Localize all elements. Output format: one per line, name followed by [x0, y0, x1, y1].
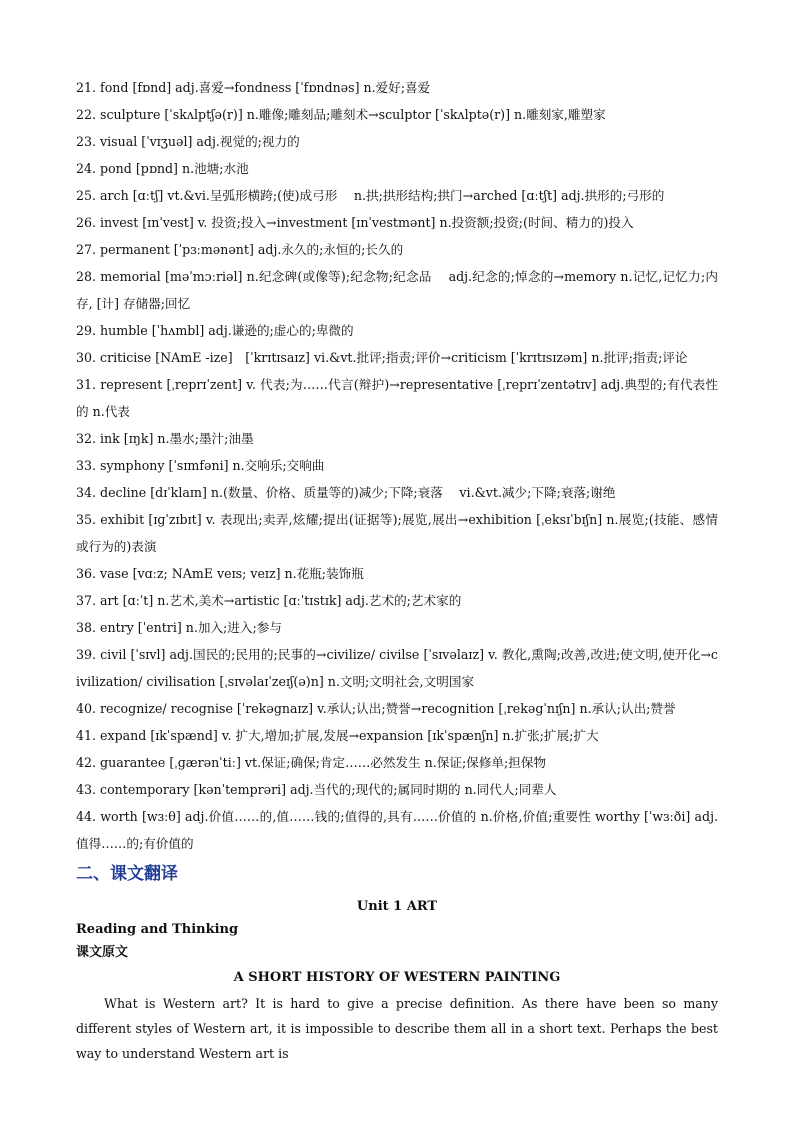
vocab-item-32: 32. ink [ɪŋk] n.墨水;墨汁;油墨 [76, 431, 254, 446]
vocab-item-37: 37. art [ɑːˈt] n.艺术,美术→artistic [ɑːˈtɪstɪk] adj.艺术的;艺术家的 [76, 593, 462, 608]
document-page [76, 74, 718, 1079]
vocab-item-30: 30. criticise [NAmE -ize] [ˈkrɪtɪsaɪz] vi.&vt.批评;指责;评价→criticism [ˈkrɪtɪsɪzəm] n.批评;指责;评论 [76, 350, 688, 365]
reading-heading: Reading and Thinking [76, 922, 239, 937]
vocab-item-23: 23. visual [ˈvɪʒuəl] adj.视觉的;视力的 [76, 134, 300, 149]
vocab-item-44: 44. worth [wɜːθ] adj.价值……的,值……钱的;值得的,具有……价值的 n.价格,价值;重要性 worthy [ˈwɜːði] adj.值得……的;有价值的 [76, 809, 718, 851]
vocab-item-28: 28. memorial [məˈmɔːriəl] n.纪念碑(或像等);纪念物;纪念品 adj.纪念的;悼念的→memory n.记忆,记忆力;内存, [计] 存储器;回忆 [76, 269, 718, 311]
vocab-item-38: 38. entry [ˈentri] n.加入;进入;参与 [76, 620, 282, 635]
vocab-item-22: 22. sculpture [ˈskʌlptʃə(r)] n.雕像;雕刻品;雕刻术→sculptor [ˈskʌlptə(r)] n.雕刻家,雕塑家 [76, 107, 606, 122]
vocab-item-25: 25. arch [ɑːtʃ] vt.&vi.呈弧形横跨;(使)成弓形 n.拱;拱形结构;拱门→arched [ɑːtʃt] adj.拱形的;弓形的 [76, 188, 665, 203]
vocab-item-42: 42. guarantee [ˌɡærənˈtiː] vt.保证;确保;肯定……必然发生 n.保证;保修单;担保物 [76, 755, 547, 770]
original-text-heading: 课文原文 [76, 945, 129, 960]
vocab-item-21: 21. fond [fɒnd] adj.喜爱→fondness [ˈfɒndnəs] n.爱好;喜爱 [76, 80, 431, 95]
vocab-item-27: 27. permanent [ˈpɜːmənənt] adj.永久的;永恒的;长久的 [76, 242, 404, 257]
article-paragraph: What is Western art? It is hard to give a precise definition. As there have been so many different styles of Western art, it is impossible to describe them all in a short text. Perhaps the best way to understand Western art is [76, 996, 718, 1061]
vocab-item-26: 26. invest [ɪnˈvest] v. 投资;投入→investment [ɪnˈvestmənt] n.投资额;投资;(时间、精力的)投入 [76, 215, 634, 230]
vocab-item-24: 24. pond [pɒnd] n.池塘;水池 [76, 161, 249, 176]
vocab-item-43: 43. contemporary [kənˈtemprəri] adj.当代的;现代的;属同时期的 n.同代人;同辈人 [76, 782, 557, 797]
vocab-item-34: 34. decline [dɪˈklaɪn] n.(数量、价格、质量等的)减少;下降;衰落 vi.&vt.减少;下降;衰落;谢绝 [76, 485, 616, 500]
section-heading: 二、课文翻译 [76, 864, 178, 884]
vocab-item-36: 36. vase [vɑːz; NAmE veɪs; veɪz] n.花瓶;装饰瓶 [76, 566, 364, 581]
vocab-item-41: 41. expand [ɪkˈspænd] v. 扩大,增加;扩展,发展→expansion [ɪkˈspænʃn] n.扩张;扩展;扩大 [76, 728, 599, 743]
vocab-item-29: 29. humble [ˈhʌmbl] adj.谦逊的;虚心的;卑微的 [76, 323, 354, 338]
article-title: A SHORT HISTORY OF WESTERN PAINTING [233, 970, 561, 985]
vocab-item-35: 35. exhibit [ɪɡˈzɪbɪt] v. 表现出;卖弄,炫耀;提出(证据等);展览,展出→exhibition [ˌeksɪˈbɪʃn] n.展览;(技能、感情或行为的)表演 [76, 512, 718, 554]
vocab-item-40: 40. recognize/ recognise [ˈrekəgnaɪz] v.承认;认出;赞誉→recognition [ˌrekəgˈnɪʃn] n.承认;认出;赞誉 [76, 701, 676, 716]
vocab-item-39: 39. civil [ˈsɪvl] adj.国民的;民用的;民事的→civilize/ civilse [ˈsɪvəlaɪz] v. 教化,熏陶;改善,改进;使文明,使开化→civilization/ civilisation [ˌsɪvəlaɪˈzeɪʃ(ə)n] n.文明;文明社会,文明国家 [76, 647, 718, 689]
vocab-item-31: 31. represent [ˌreprɪˈzent] v. 代表;为……代言(辩护)→representative [ˌreprɪˈzentətɪv] adj.典型的;有代表性的 n.代表 [76, 377, 718, 419]
unit-title: Unit 1 ART [356, 899, 438, 914]
vocab-item-33: 33. symphony [ˈsɪmfəni] n.交响乐;交响曲 [76, 458, 325, 473]
vocabulary-list [76, 74, 718, 857]
